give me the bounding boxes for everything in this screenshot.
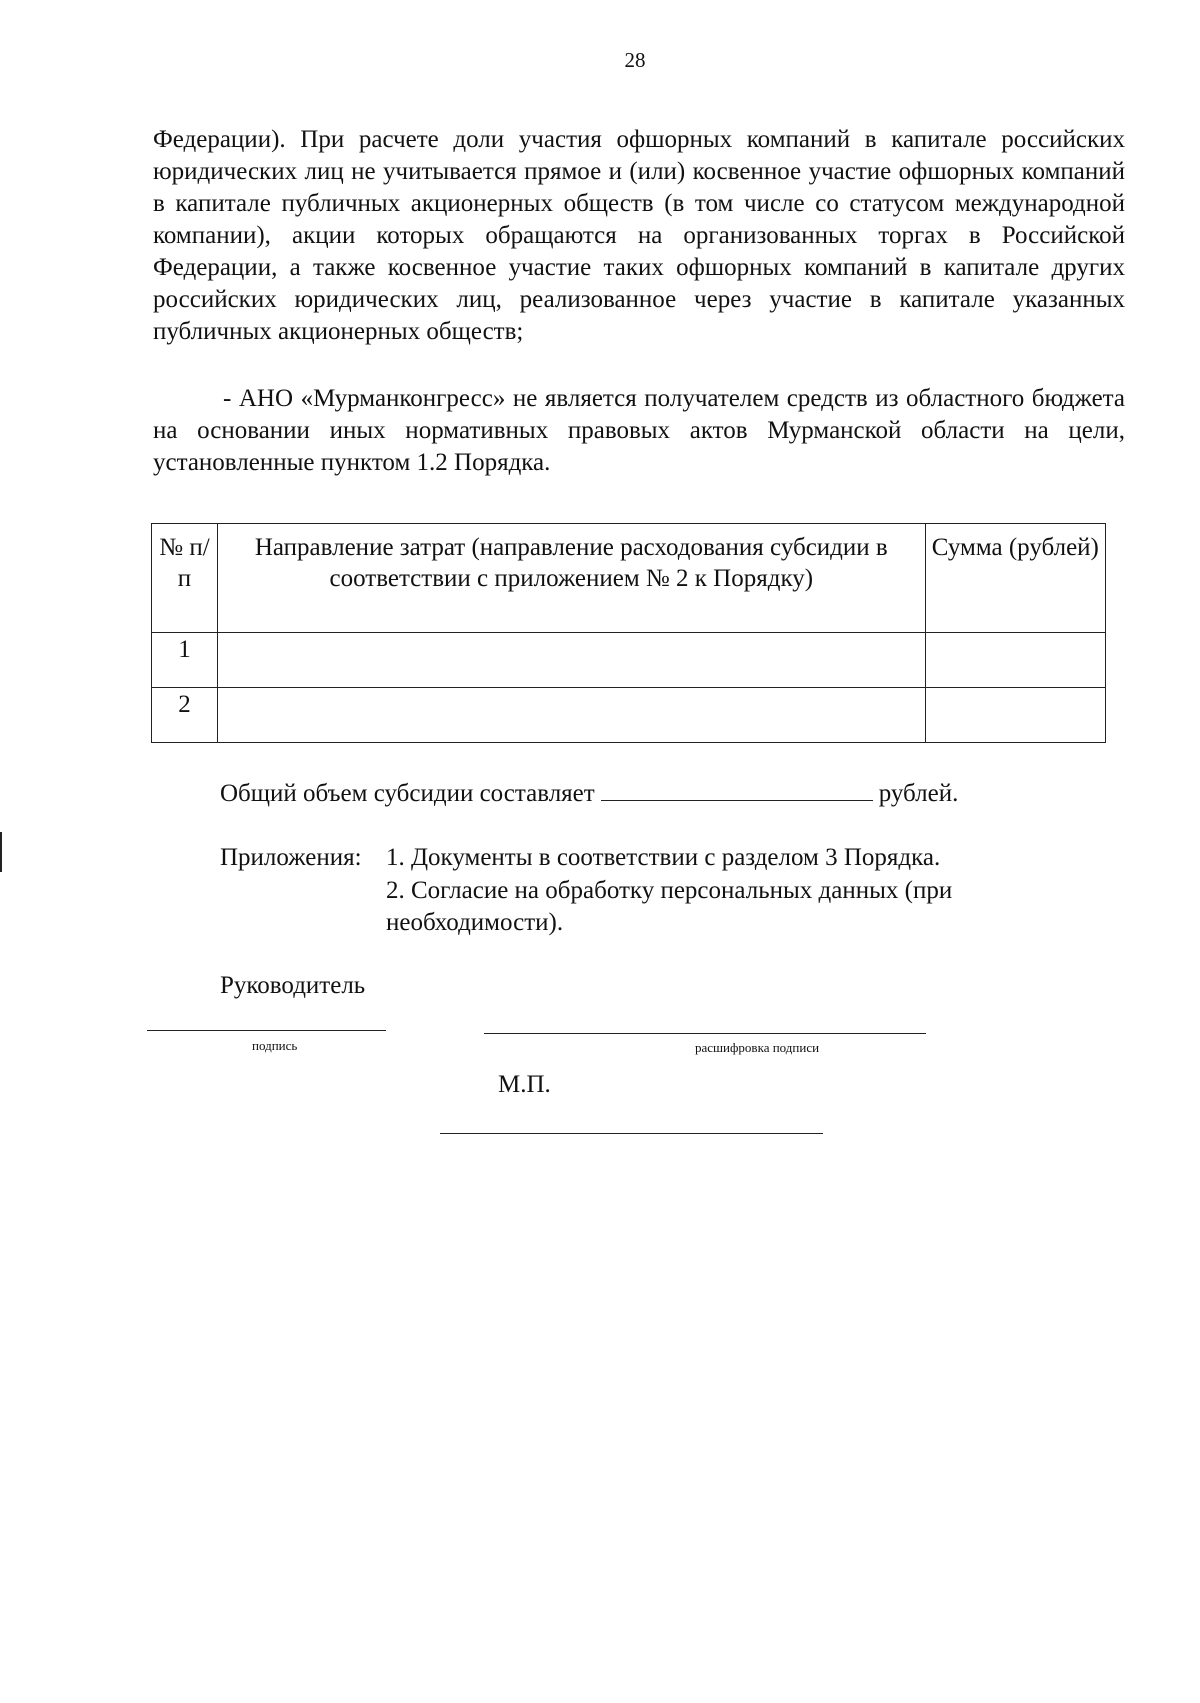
- table-row: [152, 688, 1106, 743]
- margin-mark: [0, 832, 2, 872]
- total-amount-field[interactable]: [601, 778, 873, 801]
- attachment-item: 1. Документы в соответствии с разделом 3 Порядка.: [386, 844, 941, 871]
- paragraph-recipient: [153, 383, 1125, 479]
- row-sum[interactable]: [925, 688, 1105, 743]
- paragraph-recipient-rest: бюджета на основании иных нормативных правовых актов Мурманской области на цели, установленные пунктом 1.2 Порядка.: [153, 385, 1126, 476]
- signature-decoding-line[interactable]: [484, 1033, 926, 1034]
- paragraph-offshore: Федерации). При расчете доли участия офшорных компаний в капитале российских юридических лиц не учитывается прямое и (или) косвенное участие офшорных компаний в капитале публичных акционерных обществ (в том числе со статусом международной компании), акции которых обращаются на организованных торгах в Российской Федерации, а также косвенное участие таких офшорных компаний в капитале других российских юридических лиц, реализованное через участие в капитале указанных публичных акционерных обществ;: [153, 126, 1125, 345]
- row-direction[interactable]: [217, 688, 925, 743]
- attachment-item: 2. Согласие на обработку персональных данных (при необходимости).: [386, 877, 953, 936]
- signature-line[interactable]: [147, 1030, 386, 1031]
- page-number: 28: [624, 48, 646, 72]
- header-direction: Направление затрат (направление расходования субсидии в соответствии с приложением № 2 к Порядку): [217, 524, 925, 633]
- total-unit: рублей.: [878, 780, 959, 807]
- table-header-row: [152, 524, 1106, 633]
- row-sum[interactable]: [925, 633, 1105, 688]
- signature-caption: подпись: [252, 1038, 298, 1053]
- header-sum: Сумма (рублей): [925, 524, 1105, 633]
- stamp-place: М.П.: [498, 1071, 551, 1098]
- header-num: № п/п: [152, 524, 218, 633]
- total-subsidy-line: [220, 778, 958, 808]
- table-row: [152, 633, 1106, 688]
- signature-decoding-caption: расшифровка подписи: [695, 1040, 820, 1055]
- row-num: 2: [152, 688, 218, 743]
- row-num: 1: [152, 633, 218, 688]
- expense-table: [151, 523, 1106, 743]
- signatory-title: Руководитель: [220, 972, 366, 999]
- total-label: Общий объем субсидии составляет: [220, 780, 595, 807]
- paragraph-recipient-first: - АНО «Мурманконгресс» не является получателем средств из областного: [223, 385, 1025, 412]
- attachments-label: Приложения:: [220, 844, 362, 871]
- end-divider: [440, 1133, 823, 1134]
- row-direction[interactable]: [217, 633, 925, 688]
